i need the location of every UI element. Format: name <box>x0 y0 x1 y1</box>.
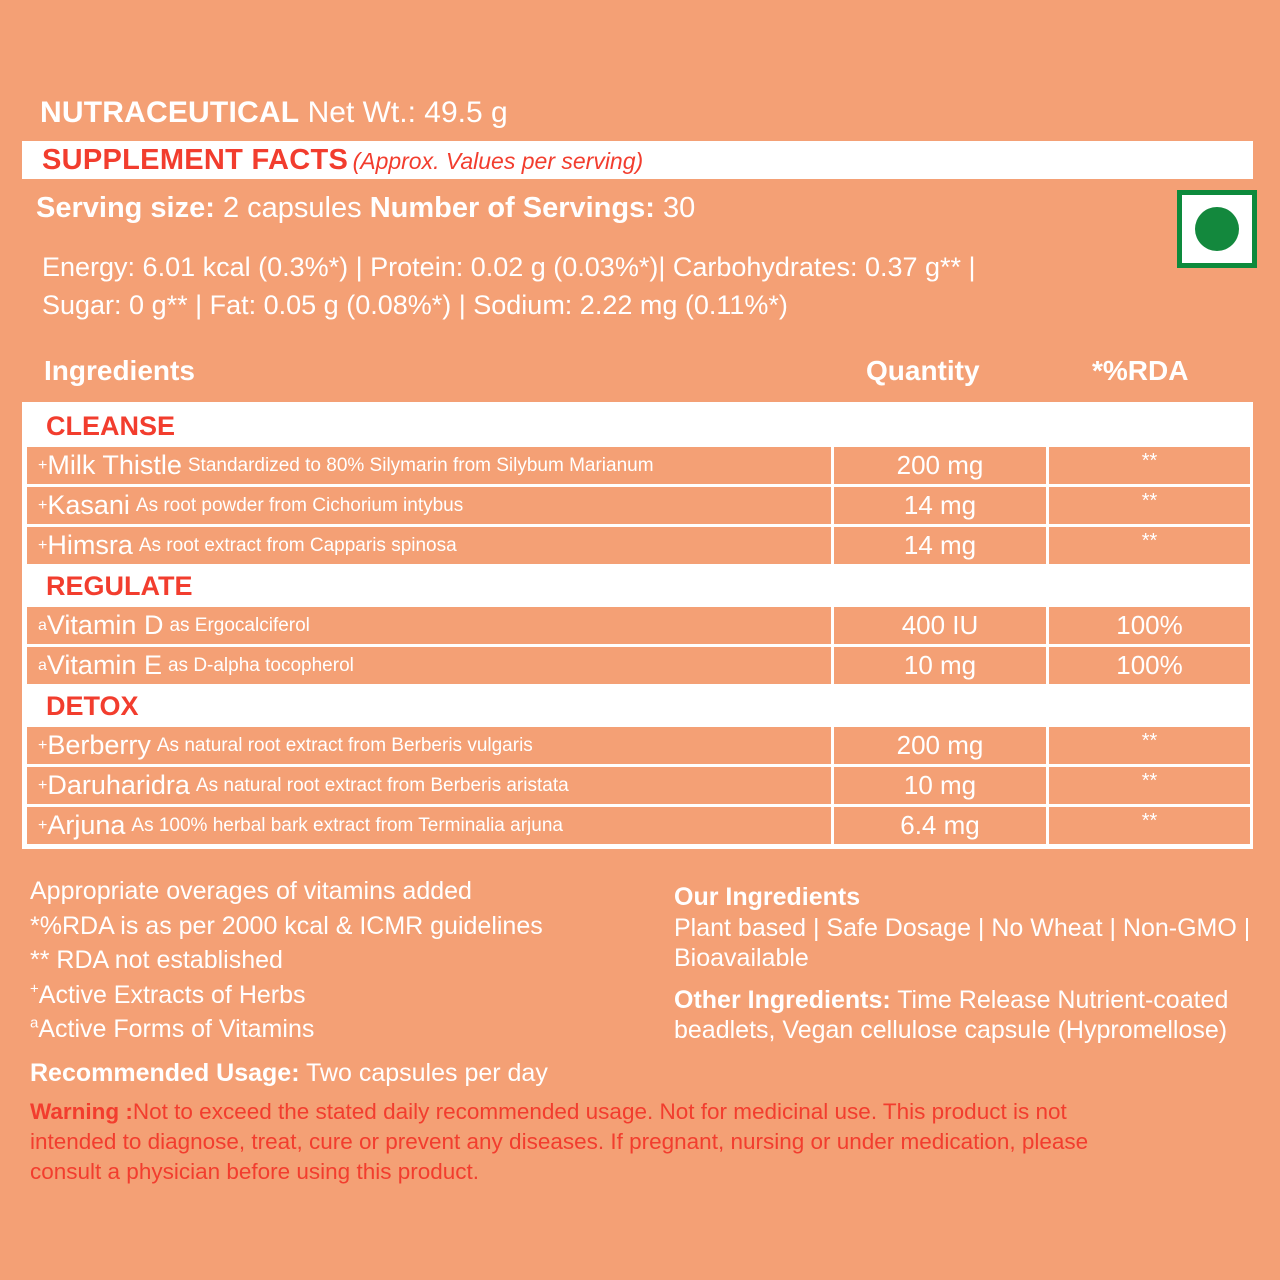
footnote-rda-not-established: ** RDA not established <box>30 946 283 974</box>
our-ingredients-body: Plant based | Safe Dosage | No Wheat | Non-GMO | Bioavailable <box>674 913 1251 972</box>
number-of-servings-label: Number of Servings: <box>369 192 655 224</box>
ingredient-name: Kasani <box>47 490 130 520</box>
quantity-value: 10 mg <box>903 650 977 680</box>
ingredient-name: Himsra <box>47 530 133 560</box>
ingredient-cell: a Vitamin E as D-alpha tocopherol <box>27 647 831 684</box>
footnote-overages: Appropriate overages of vitamins added <box>30 877 472 905</box>
our-ingredients-block <box>674 882 1274 974</box>
net-weight: Net Wt.: 49.5 g <box>307 96 508 129</box>
other-ingredients-body: Time Release Nutrient-coated beadlets, Vegan cellulose capsule (Hypromellose) <box>674 985 1229 1044</box>
ingredient-cell: a Vitamin D as Ergocalciferol <box>27 607 831 644</box>
table-row <box>22 647 1253 684</box>
rda-cell <box>1049 527 1250 564</box>
warning-block <box>30 1097 1120 1187</box>
ingredient-name: Berberry <box>47 730 151 760</box>
ingredient-cell: + Berberry As natural root extract from Berberis vulgaris <box>27 727 831 764</box>
ingredient-description: As natural root extract from Berberis vulgaris <box>156 734 533 756</box>
rda-value: 100% <box>1116 610 1183 640</box>
warning-body: Not to exceed the stated daily recommended usage. Not for medicinal use. This product is not intended to diagnose, treat, cure or prevent any diseases. If pregnant, nursing or under medication, please consult a physician before using this product. <box>30 1099 1089 1184</box>
nutraceutical-label: NUTRACEUTICAL <box>40 96 300 129</box>
ingredient-description: as Ergocalciferol <box>169 614 310 636</box>
quantity-cell <box>834 527 1046 564</box>
product-type-line <box>40 95 508 131</box>
recommended-usage-label: Recommended Usage: <box>30 1058 300 1087</box>
rda-value: ** <box>1141 530 1158 552</box>
quantity-value: 200 mg <box>896 450 984 480</box>
quantity-cell <box>834 607 1046 644</box>
footnote-a-sup: a <box>30 1014 39 1032</box>
vegetarian-mark-icon <box>1177 190 1257 268</box>
serving-size-label: Serving size: <box>36 192 215 224</box>
supplement-facts-bar <box>22 141 1253 179</box>
table-row <box>22 767 1253 804</box>
serving-info-line <box>36 192 695 225</box>
quantity-cell <box>834 727 1046 764</box>
footnote-active-vitamins-text: Active Forms of Vitamins <box>38 1015 315 1043</box>
ingredient-description: As root powder from Cichorium intybus <box>135 494 464 516</box>
table-row <box>22 447 1253 484</box>
column-header-quantity: Quantity <box>866 355 980 386</box>
number-of-servings-value: 30 <box>662 192 696 224</box>
ingredient-name: Vitamin D <box>46 610 164 640</box>
nutrition-summary <box>42 248 976 324</box>
rda-cell <box>1049 487 1250 524</box>
recommended-usage-value: Two capsules per day <box>306 1058 548 1087</box>
ingredient-name: Daruharidra <box>47 770 190 800</box>
supplement-facts-title: SUPPLEMENT FACTS <box>42 144 349 176</box>
quantity-cell <box>834 647 1046 684</box>
serving-size-value: 2 capsules <box>222 192 362 224</box>
ingredient-name: Arjuna <box>47 810 126 840</box>
supplement-facts-table <box>22 402 1253 849</box>
quantity-value: 200 mg <box>896 730 984 760</box>
rda-cell <box>1049 647 1250 684</box>
our-ingredients-title: Our Ingredients <box>674 883 861 911</box>
rda-value: ** <box>1141 490 1158 512</box>
footnotes-right <box>674 882 1274 1046</box>
ingredient-description: As natural root extract from Berberis aristata <box>195 774 569 796</box>
footnote-rda-basis: *%RDA is as per 2000 kcal & ICMR guidelines <box>30 911 543 940</box>
ingredient-name: Vitamin E <box>46 650 162 680</box>
rda-value: ** <box>1141 450 1158 472</box>
quantity-value: 6.4 mg <box>900 810 980 840</box>
rda-value: 100% <box>1116 650 1183 680</box>
quantity-value: 14 mg <box>903 530 977 560</box>
rda-value: ** <box>1141 810 1158 832</box>
column-header-ingredients: Ingredients <box>44 355 195 386</box>
ingredient-cell: + Kasani As root powder from Cichorium intybus <box>27 487 831 524</box>
quantity-value: 10 mg <box>903 770 977 800</box>
rda-cell <box>1049 607 1250 644</box>
rda-cell <box>1049 727 1250 764</box>
column-header-rda: *%RDA <box>1092 355 1189 386</box>
quantity-cell <box>834 447 1046 484</box>
veg-green-dot-icon <box>1195 207 1239 251</box>
rda-cell <box>1049 807 1250 844</box>
ingredient-description: Standardized to 80% Silymarin from Silybum Marianum <box>187 454 654 476</box>
table-row <box>22 807 1253 844</box>
quantity-value: 400 IU <box>901 610 979 640</box>
quantity-cell <box>834 487 1046 524</box>
table-row <box>22 527 1253 564</box>
recommended-usage <box>30 1056 670 1091</box>
quantity-value: 14 mg <box>903 490 977 520</box>
footnote-plus-sup: + <box>30 980 39 998</box>
table-row <box>22 607 1253 644</box>
rda-value: ** <box>1141 730 1158 752</box>
footnote-active-extracts <box>30 978 670 1013</box>
ingredient-description: As root extract from Capparis spinosa <box>138 534 457 556</box>
rda-cell <box>1049 767 1250 804</box>
footnote-active-extracts-text: Active Extracts of Herbs <box>38 980 306 1009</box>
ingredient-cell: + Milk Thistle Standardized to 80% Silymarin from Silybum Marianum <box>27 447 831 484</box>
supplement-facts-subtitle: (Approx. Values per serving) <box>352 148 644 174</box>
section-header: CLEANSE <box>46 411 176 441</box>
table-row <box>22 487 1253 524</box>
section-header: REGULATE <box>46 571 193 601</box>
ingredient-description: As 100% herbal bark extract from Terminalia arjuna <box>131 814 563 836</box>
section-header: DETOX <box>46 691 139 721</box>
table-row <box>22 727 1253 764</box>
nutrition-line-1: Energy: 6.01 kcal (0.3%*) | Protein: 0.02 g (0.03%*)| Carbohydrates: 0.37 g** | <box>42 252 976 282</box>
other-ingredients-label: Other Ingredients: <box>674 985 891 1014</box>
ingredient-description: as D-alpha tocopherol <box>167 654 354 676</box>
quantity-cell <box>834 767 1046 804</box>
ingredient-cell: + Daruharidra As natural root extract from Berberis aristata <box>27 767 831 804</box>
footnote-active-vitamins <box>30 1012 670 1047</box>
nutrition-line-2: Sugar: 0 g** | Fat: 0.05 g (0.08%*) | Sodium: 2.22 mg (0.11%*) <box>42 290 788 320</box>
ingredient-cell: + Arjuna As 100% herbal bark extract from Terminalia arjuna <box>27 807 831 844</box>
quantity-cell <box>834 807 1046 844</box>
rda-cell <box>1049 447 1250 484</box>
rda-value: ** <box>1141 770 1158 792</box>
ingredient-name: Milk Thistle <box>47 450 182 480</box>
warning-label: Warning : <box>30 1099 133 1124</box>
ingredient-cell: + Himsra As root extract from Capparis spinosa <box>27 527 831 564</box>
other-ingredients-block <box>674 985 1274 1046</box>
footnotes-left <box>30 874 670 1090</box>
